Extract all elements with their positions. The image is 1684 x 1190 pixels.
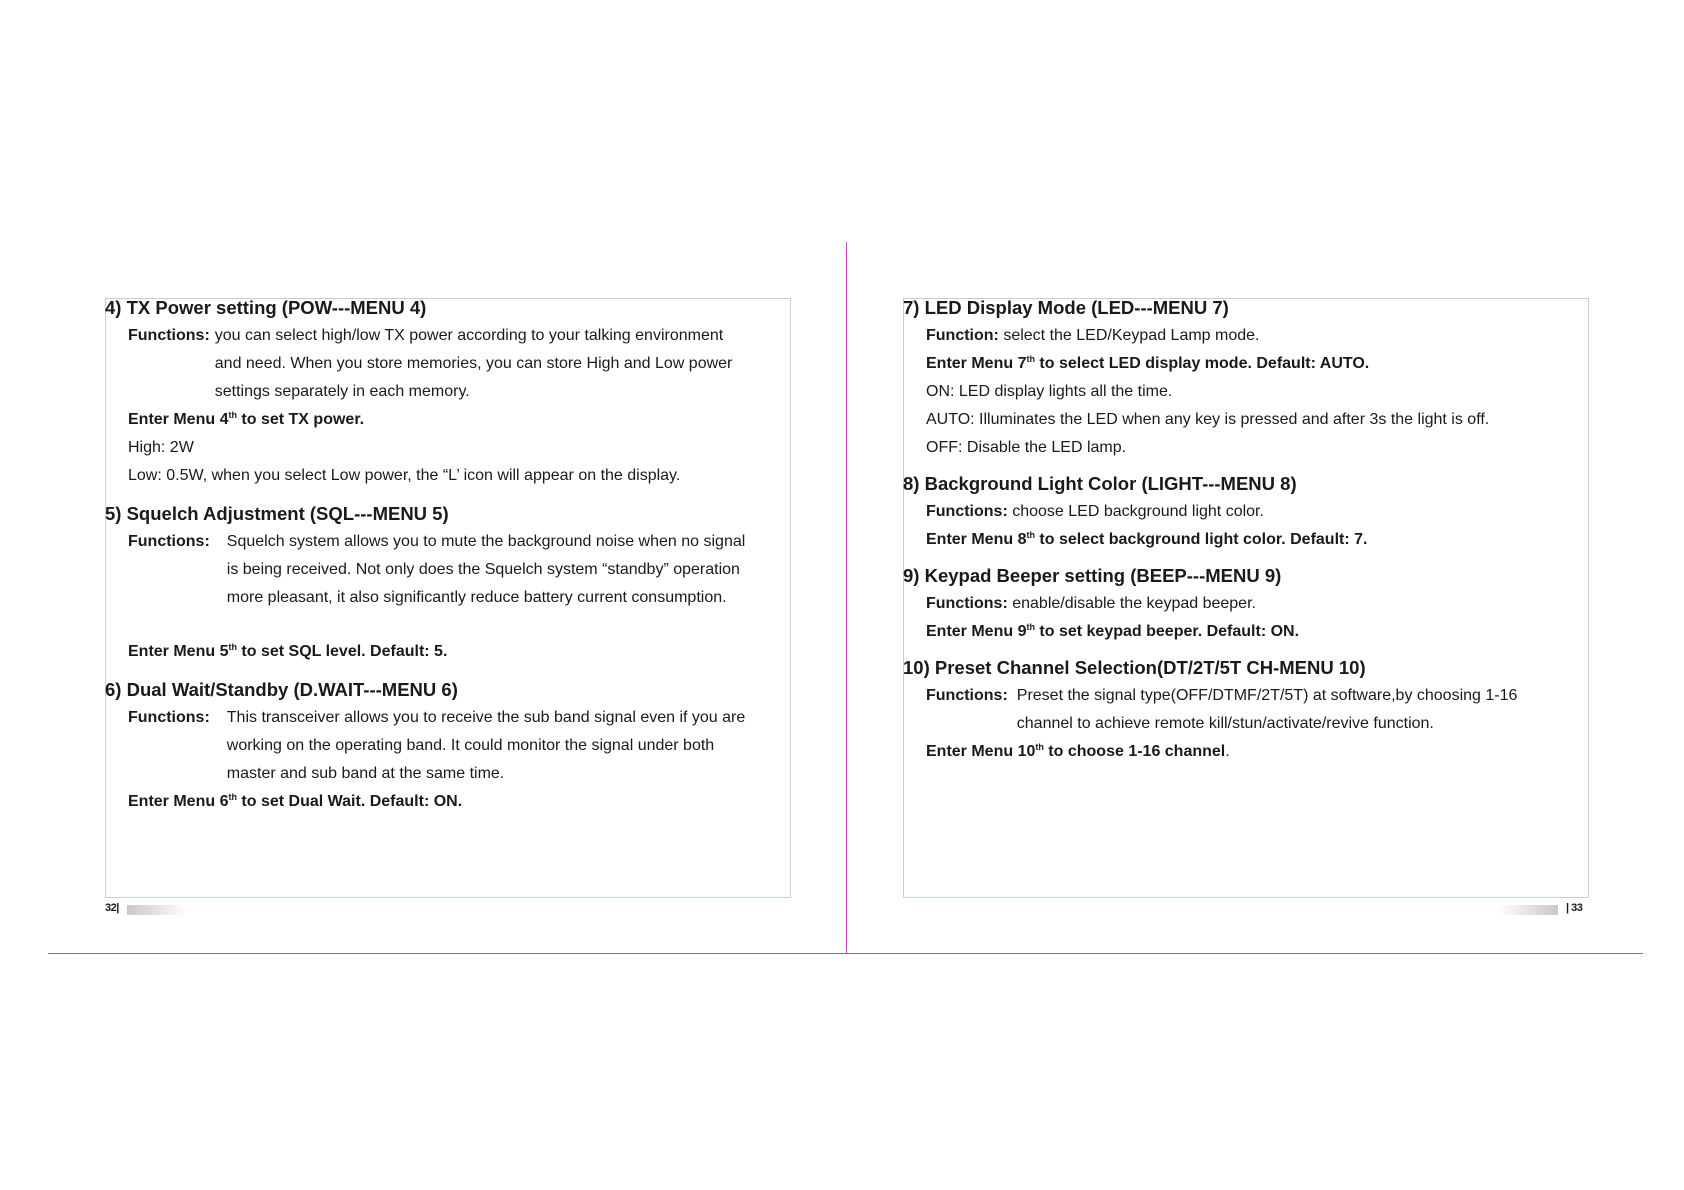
enter-menu-instruction: Enter Menu 9th to set keypad beeper. Default: ON. bbox=[926, 622, 1300, 640]
functions-block bbox=[926, 682, 1603, 738]
page-number-right: | 33 bbox=[1566, 902, 1583, 914]
section-title: 7) LED Display Mode (LED---MENU 7) bbox=[903, 297, 1229, 318]
functions-label: Functions: bbox=[926, 595, 1008, 612]
function-line: Functions: enable/disable the keypad beeper. bbox=[926, 595, 1256, 612]
page-footer-bar-right bbox=[1498, 905, 1558, 915]
right-page bbox=[903, 294, 1603, 766]
left-page bbox=[105, 294, 805, 816]
functions-label: Functions: bbox=[128, 533, 210, 550]
led-off-option: OFF: Disable the LED lamp. bbox=[926, 439, 1127, 456]
enter-menu-instruction: Enter Menu 6th to set Dual Wait. Default: ON. bbox=[128, 792, 463, 810]
section-title: 8) Background Light Color (LIGHT---MENU 8) bbox=[903, 473, 1297, 494]
keypad-beeper-section bbox=[903, 562, 1603, 646]
function-line: Function: select the LED/Keypad Lamp mode. bbox=[926, 327, 1260, 344]
led-display-section bbox=[903, 294, 1603, 462]
page-number-left: 32| bbox=[105, 902, 119, 914]
functions-description: you can select high/low TX power according to your talking environment and need. When you store memories, you can store High and Low power settings separately in each memory. bbox=[214, 327, 733, 400]
functions-label: Functions: bbox=[926, 503, 1008, 520]
function-line: Functions: choose LED background light color. bbox=[926, 503, 1264, 520]
functions-label: Functions: bbox=[128, 327, 210, 344]
squelch-section bbox=[105, 500, 805, 666]
enter-menu-instruction: Enter Menu 8th to select background light color. Default: 7. bbox=[926, 530, 1368, 548]
enter-menu-instruction: Enter Menu 4th to set TX power. bbox=[128, 410, 365, 428]
background-light-section bbox=[903, 470, 1603, 554]
enter-menu-instruction: Enter Menu 5th to set SQL level. Default: 5. bbox=[128, 642, 448, 660]
functions-block bbox=[128, 528, 805, 612]
functions-description: Squelch system allows you to mute the background noise when no signal is being received. Not only does the Squelch system “standby” operation more pleasant, it also significantly reduce battery current consumption. bbox=[226, 533, 746, 606]
dual-wait-section bbox=[105, 676, 805, 816]
functions-description: This transceiver allows you to receive the sub band signal even if you are working on the operating band. It could monitor the signal under both master and sub band at the same time. bbox=[226, 709, 746, 782]
led-auto-option: AUTO: Illuminates the LED when any key is pressed and after 3s the light is off. bbox=[926, 411, 1490, 428]
led-on-option: ON: LED display lights all the time. bbox=[926, 383, 1173, 400]
section-title: 5) Squelch Adjustment (SQL---MENU 5) bbox=[105, 503, 449, 524]
functions-description: Preset the signal type(OFF/DTMF/2T/5T) at software,by choosing 1-16 channel to achieve remote kill/stun/activate/revive function. bbox=[1016, 687, 1518, 732]
center-spine-line bbox=[846, 242, 847, 954]
section-title: 10) Preset Channel Selection(DT/2T/5T CH-MENU 10) bbox=[903, 657, 1366, 678]
preset-channel-section bbox=[903, 654, 1603, 766]
functions-block bbox=[128, 704, 805, 788]
functions-block bbox=[128, 322, 805, 406]
low-power-value: Low: 0.5W, when you select Low power, the “L’ icon will appear on the display. bbox=[128, 467, 681, 484]
tx-power-section bbox=[105, 294, 805, 490]
function-label: Function: bbox=[926, 327, 999, 344]
section-title: 9) Keypad Beeper setting (BEEP---MENU 9) bbox=[903, 565, 1282, 586]
enter-menu-instruction: Enter Menu 10th to choose 1-16 channel. bbox=[926, 742, 1230, 760]
section-title: 6) Dual Wait/Standby (D.WAIT---MENU 6) bbox=[105, 679, 458, 700]
high-power-value: High: 2W bbox=[128, 439, 194, 456]
enter-menu-instruction: Enter Menu 7th to select LED display mode. Default: AUTO. bbox=[926, 354, 1370, 372]
functions-label: Functions: bbox=[926, 687, 1008, 704]
section-title: 4) TX Power setting (POW---MENU 4) bbox=[105, 297, 427, 318]
page-footer-bar-left bbox=[127, 905, 187, 915]
functions-label: Functions: bbox=[128, 709, 210, 726]
